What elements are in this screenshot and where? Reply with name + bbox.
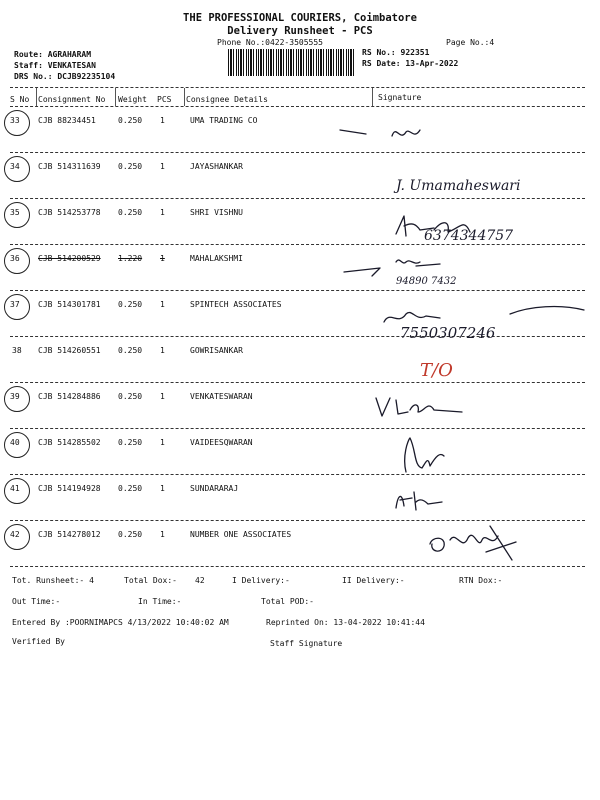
column-header-consignee: Consignee Details — [186, 95, 268, 104]
row-consignee: NUMBER ONE ASSOCIATES — [190, 530, 292, 539]
document-title: Delivery Runsheet - PCS — [227, 25, 373, 37]
row-consignment: CJB 514253778 — [38, 208, 101, 217]
row-sno: 35 — [10, 208, 20, 217]
row-consignment: CJB 514301781 — [38, 300, 101, 309]
header-divider-bottom — [10, 106, 585, 107]
row-weight: 0.250 — [118, 484, 143, 493]
row-divider — [10, 290, 585, 291]
row-pcs: 1 — [160, 484, 165, 493]
row-consignment: CJB 514278012 — [38, 530, 101, 539]
column-separator — [372, 88, 373, 106]
column-header-signature: Signature — [378, 93, 422, 102]
signature-text: T/O — [420, 360, 453, 381]
header-divider-top — [10, 87, 585, 88]
total-dox-label: Total Dox:- — [124, 576, 177, 585]
signature-scribble — [388, 484, 468, 516]
signature-text: 7550307246 — [400, 324, 496, 342]
row-sno: 34 — [10, 162, 20, 171]
row-consignee: GOWRISANKAR — [190, 346, 243, 355]
row-sno: 37 — [10, 300, 20, 309]
i-delivery: I Delivery:- — [232, 576, 290, 585]
row-consignment: CJB 514260551 — [38, 346, 101, 355]
row-sno: 40 — [10, 438, 20, 447]
route-label: Route: AGRAHARAM — [14, 50, 92, 59]
row-sno: 39 — [10, 392, 20, 401]
row-consignment: CJB 514284886 — [38, 392, 101, 401]
row-pcs: 1 — [160, 346, 165, 355]
row-consignee: SUNDARARAJ — [190, 484, 239, 493]
row-consignee: SPINTECH ASSOCIATES — [190, 300, 282, 309]
row-weight: 0.250 — [118, 530, 143, 539]
row-divider — [10, 152, 585, 153]
row-divider — [10, 474, 585, 475]
drs-number: DRS No.: DCJB92235104 — [14, 72, 116, 81]
row-consignee: JAYASHANKAR — [190, 162, 243, 171]
column-separator — [184, 88, 185, 106]
row-divider — [10, 566, 585, 567]
row-number-circle — [4, 156, 30, 182]
signature-scribble — [420, 522, 530, 564]
signature-scribble — [330, 118, 450, 148]
column-header-sno: S No — [10, 95, 30, 104]
row-sno: 33 — [10, 116, 20, 125]
in-time: In Time:- — [138, 597, 182, 606]
signature-scribble — [372, 390, 492, 424]
page-number: Page No.:4 — [446, 38, 495, 47]
row-pcs: 1 — [160, 438, 165, 447]
row-consignee: VENKATESWARAN — [190, 392, 253, 401]
row-pcs: 1 — [160, 116, 165, 125]
barcode-icon — [228, 49, 356, 76]
row-pcs: 1 — [160, 530, 165, 539]
row-divider — [10, 336, 585, 337]
row-consignee: UMA TRADING CO — [190, 116, 258, 125]
column-header-pcs: PCS — [157, 95, 172, 104]
row-consignee: SHRI VISHNU — [190, 208, 243, 217]
row-consignee: VAIDEESQWARAN — [190, 438, 253, 447]
row-weight: 1.220 — [118, 254, 143, 263]
column-header-consignment: Consignment No — [38, 95, 106, 104]
total-runsheet: Tot. Runsheet:- 4 — [12, 576, 94, 585]
row-pcs: 1 — [160, 162, 165, 171]
row-consignment: CJB 514194928 — [38, 484, 101, 493]
row-divider — [10, 198, 585, 199]
row-weight: 0.250 — [118, 438, 143, 447]
row-weight: 0.250 — [118, 208, 143, 217]
row-weight: 0.250 — [118, 162, 143, 171]
row-pcs: 1 — [160, 208, 165, 217]
row-pcs: 1 — [160, 392, 165, 401]
total-dox-value: 42 — [195, 576, 205, 585]
row-weight: 0.250 — [118, 346, 143, 355]
row-sno: 38 — [12, 346, 22, 355]
row-consignment: CJB 514285502 — [38, 438, 101, 447]
staff-signature: Staff Signature — [270, 639, 343, 648]
staff-label: Staff: VENKATESAN — [14, 61, 96, 70]
row-divider — [10, 382, 585, 383]
row-consignment: CJB 88234451 — [38, 116, 96, 125]
row-sno: 36 — [10, 254, 20, 263]
row-sno: 41 — [10, 484, 20, 493]
rs-number: RS No.: 922351 — [362, 48, 430, 57]
row-pcs: 1 — [160, 300, 165, 309]
reprinted-on: Reprinted On: 13-04-2022 10:41:44 — [266, 618, 425, 627]
row-consignment: CJB 514311639 — [38, 162, 101, 171]
signature-text: 94890 7432 — [396, 276, 457, 287]
row-consignment: CJB 514200529 — [38, 254, 101, 263]
row-weight: 0.250 — [118, 116, 143, 125]
signature-text: 6374344757 — [424, 228, 514, 244]
row-pcs: 1 — [160, 254, 165, 263]
column-header-weight: Weight — [118, 95, 147, 104]
row-divider — [10, 520, 585, 521]
ii-delivery: II Delivery:- — [342, 576, 405, 585]
verified-by: Verified By — [12, 637, 65, 646]
signature-text: J. Umamaheswari — [396, 178, 521, 194]
row-sno: 42 — [10, 530, 20, 539]
phone-number: Phone No.:0422-3505555 — [217, 38, 323, 47]
column-separator — [115, 88, 116, 106]
row-divider — [10, 428, 585, 429]
entered-by: Entered By :POORNIMAPCS 4/13/2022 10:40:02 AM — [12, 618, 229, 627]
rtn-dox: RTN Dox:- — [459, 576, 503, 585]
signature-scribble — [396, 432, 476, 476]
row-divider — [10, 244, 585, 245]
rs-date: RS Date: 13-Apr-2022 — [362, 59, 459, 68]
row-weight: 0.250 — [118, 300, 143, 309]
company-name: THE PROFESSIONAL COURIERS, Coimbatore — [183, 12, 417, 24]
row-weight: 0.250 — [118, 392, 143, 401]
row-consignee: MAHALAKSHMI — [190, 254, 243, 263]
total-pod: Total POD:- — [261, 597, 314, 606]
column-separator — [36, 88, 37, 106]
out-time: Out Time:- — [12, 597, 61, 606]
